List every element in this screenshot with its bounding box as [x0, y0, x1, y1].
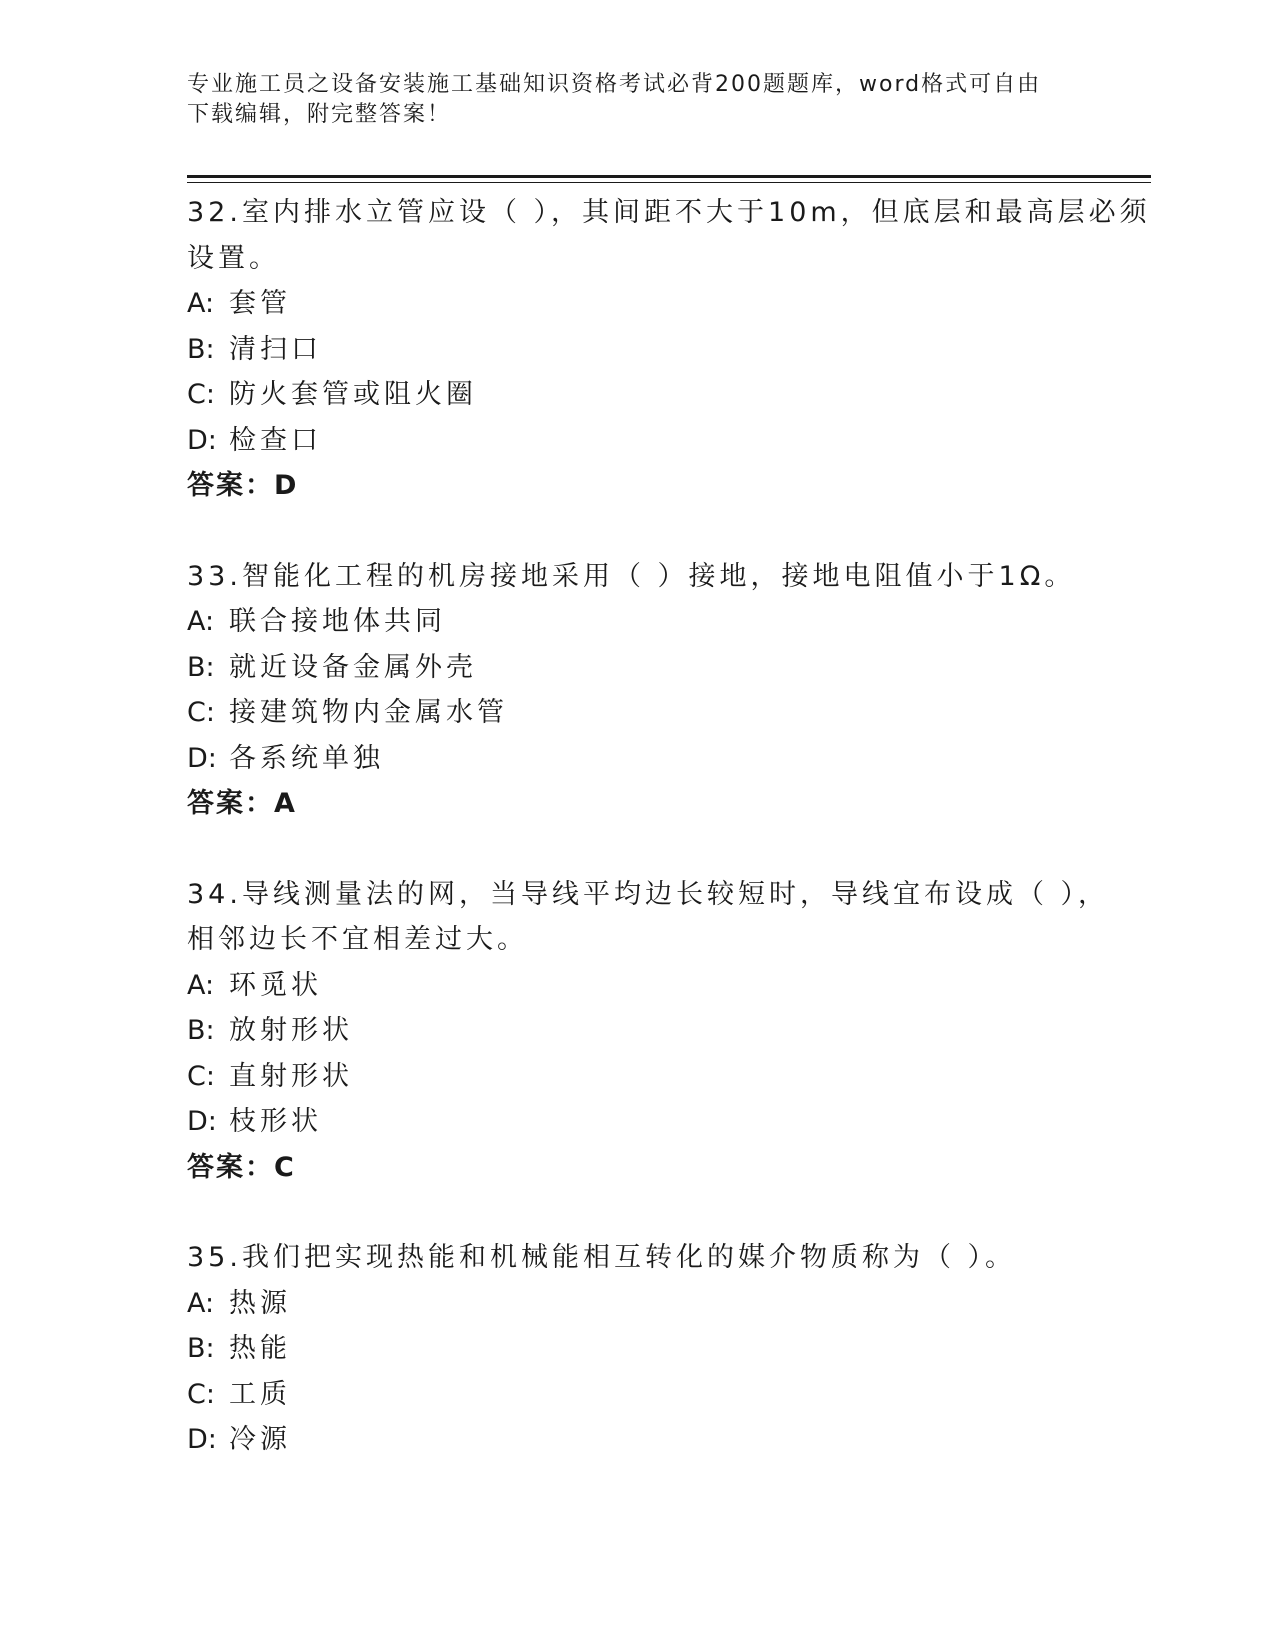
question-list: [187, 190, 1151, 1508]
option-text: 工质: [229, 1378, 291, 1410]
option-key: D:: [187, 1106, 217, 1137]
option-c: [187, 1054, 1127, 1100]
question-33: [187, 554, 1127, 827]
option-b: [187, 645, 1127, 691]
option-text: 枝形状: [229, 1106, 322, 1137]
option-text: 清扫口: [229, 333, 322, 365]
header-line-1: 专业施工员之设备安装施工基础知识资格考试必背200题题库，word格式可自由: [187, 72, 1042, 97]
option-text: 冷源: [229, 1424, 291, 1455]
option-key: A:: [187, 1287, 215, 1319]
option-key: A:: [187, 969, 215, 1001]
document-header: [187, 70, 1087, 130]
question-34: [187, 872, 1127, 1191]
header-line-2: 下载编辑，附完整答案！: [187, 102, 452, 127]
question-32: [187, 190, 1151, 509]
option-key: B:: [187, 1333, 215, 1364]
option-text: 接建筑物内金属水管: [229, 697, 508, 728]
option-c: [187, 1372, 1127, 1418]
option-text: 直射形状: [229, 1060, 353, 1092]
question-text: 相邻边长不宜相差过大。: [187, 924, 528, 955]
option-b: [187, 1326, 1127, 1372]
option-text: 热源: [229, 1287, 291, 1319]
option-key: A:: [187, 606, 215, 637]
option-a: [187, 281, 1127, 327]
option-key: C:: [187, 1060, 215, 1092]
option-d: [187, 1099, 1127, 1145]
option-text: 热能: [229, 1333, 291, 1364]
option-c: [187, 372, 1127, 418]
question-text: 32.室内排水立管应设（ ），其间距不大于10m，但底层和最高层必须: [187, 197, 1151, 228]
option-key: B:: [187, 1015, 215, 1046]
option-key: D:: [187, 742, 217, 774]
option-text: 各系统单独: [229, 742, 384, 774]
option-b: [187, 1008, 1127, 1054]
option-d: [187, 418, 1127, 464]
option-key: C:: [187, 697, 215, 728]
option-text: 联合接地体共同: [229, 606, 446, 637]
option-d: [187, 736, 1127, 782]
option-key: C:: [187, 1378, 215, 1410]
option-c: [187, 690, 1127, 736]
answer-line: 答案：C: [187, 1151, 296, 1183]
option-key: B:: [187, 651, 215, 683]
question-35: [187, 1235, 1127, 1463]
option-key: D:: [187, 1424, 217, 1455]
option-key: C:: [187, 379, 215, 410]
header-divider-thick: [187, 175, 1151, 178]
option-text: 套管: [229, 288, 291, 319]
option-text: 防火套管或阻火圈: [229, 379, 477, 410]
option-text: 检查口: [229, 424, 322, 456]
option-key: A:: [187, 288, 215, 319]
question-text: 33.智能化工程的机房接地采用（ ）接地，接地电阻值小于1Ω。: [187, 560, 1076, 592]
option-key: B:: [187, 333, 215, 365]
option-text: 环觅状: [229, 969, 322, 1001]
option-text: 放射形状: [229, 1015, 353, 1046]
option-d: [187, 1417, 1127, 1463]
header-divider-thin: [187, 182, 1151, 183]
option-a: [187, 1281, 1127, 1327]
question-text: 设置。: [187, 242, 280, 274]
option-text: 就近设备金属外壳: [229, 651, 477, 683]
answer-line: 答案：D: [187, 470, 299, 501]
question-text: 35.我们把实现热能和机械能相互转化的媒介物质称为（ ）。: [187, 1242, 1017, 1273]
question-text: 34.导线测量法的网，当导线平均边长较短时，导线宜布设成（ ），: [187, 878, 1110, 910]
option-key: D:: [187, 424, 217, 456]
option-a: [187, 963, 1127, 1009]
answer-line: 答案：A: [187, 788, 297, 819]
option-a: [187, 599, 1127, 645]
option-b: [187, 327, 1127, 373]
